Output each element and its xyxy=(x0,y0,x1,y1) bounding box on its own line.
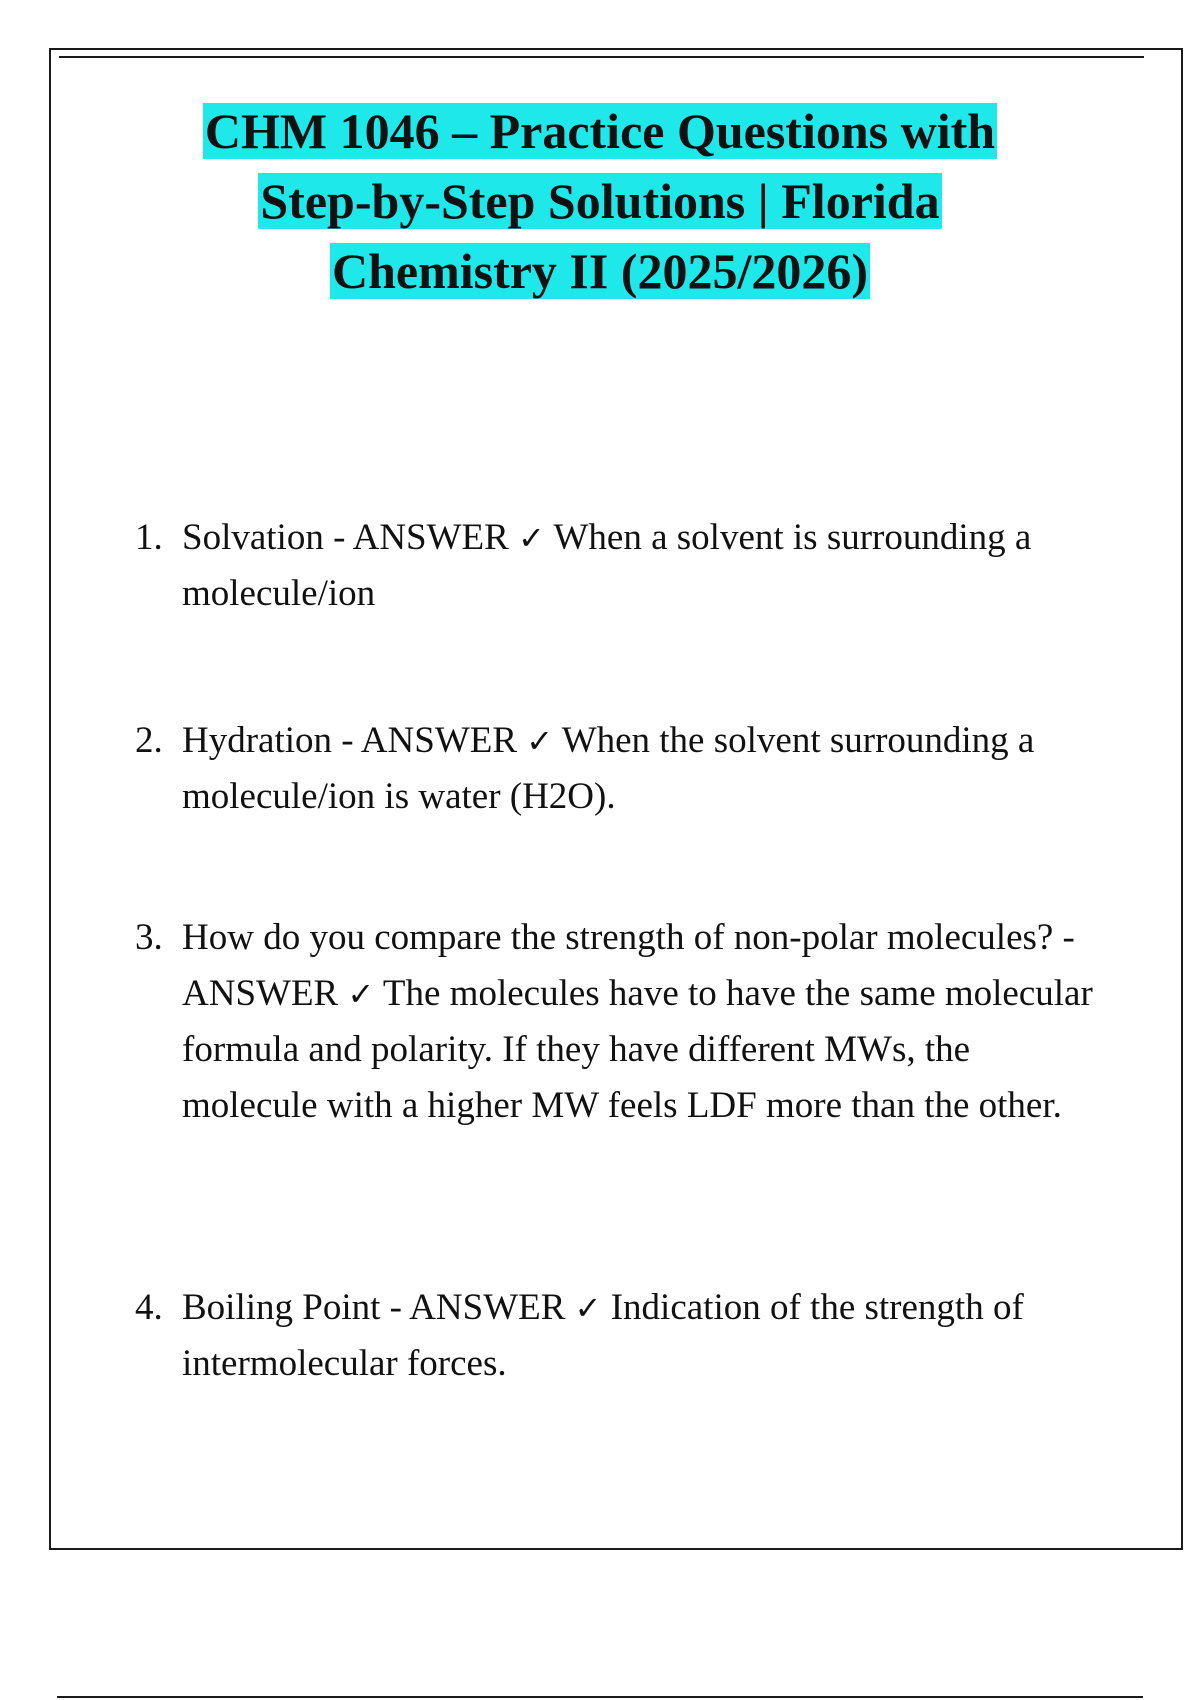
checkmark-icon: ✓ xyxy=(526,722,554,760)
item-term: Boiling Point - ANSWER xyxy=(182,1287,566,1328)
checkmark-icon: ✓ xyxy=(518,519,545,557)
item-number: 4. xyxy=(135,1287,163,1328)
checkmark-icon: ✓ xyxy=(347,975,375,1013)
title-line-3: Chemistry II (2025/2026) xyxy=(331,243,869,299)
item-answer: When the solvent surrounding a molecule/ion is water (H2O). xyxy=(182,720,1035,817)
document-title xyxy=(120,96,1080,306)
title-line-1: CHM 1046 – Practice Questions with xyxy=(204,103,996,159)
item-term: How do you compare the strength of non-polar molecules? - ANSWER xyxy=(182,917,1075,1014)
checkmark-icon: ✓ xyxy=(574,1289,602,1327)
list-item xyxy=(135,1280,1095,1392)
item-text xyxy=(182,910,1095,1134)
item-number: 1. xyxy=(135,517,163,558)
list-item xyxy=(135,510,1095,622)
top-rule xyxy=(59,56,1144,58)
item-answer: When a solvent is surrounding a molecule/ion xyxy=(182,517,1032,614)
item-answer: The molecules have to have the same molecular formula and polarity. If they have different MWs, the molecule with a higher MW feels LDF more than the other. xyxy=(182,973,1093,1126)
list-item xyxy=(135,910,1095,1134)
item-term: Hydration - ANSWER xyxy=(182,720,518,761)
bottom-rule xyxy=(57,1696,1143,1698)
item-number: 2. xyxy=(135,720,163,761)
item-number: 3. xyxy=(135,917,163,958)
item-term: Solvation - ANSWER xyxy=(182,517,509,558)
item-text xyxy=(182,1280,1095,1392)
item-answer: Indication of the strength of intermolecular forces. xyxy=(182,1287,1024,1384)
item-text xyxy=(182,713,1095,825)
list-item xyxy=(135,713,1095,825)
title-line-2: Step-by-Step Solutions | Florida xyxy=(260,173,940,229)
item-text xyxy=(182,510,1095,622)
